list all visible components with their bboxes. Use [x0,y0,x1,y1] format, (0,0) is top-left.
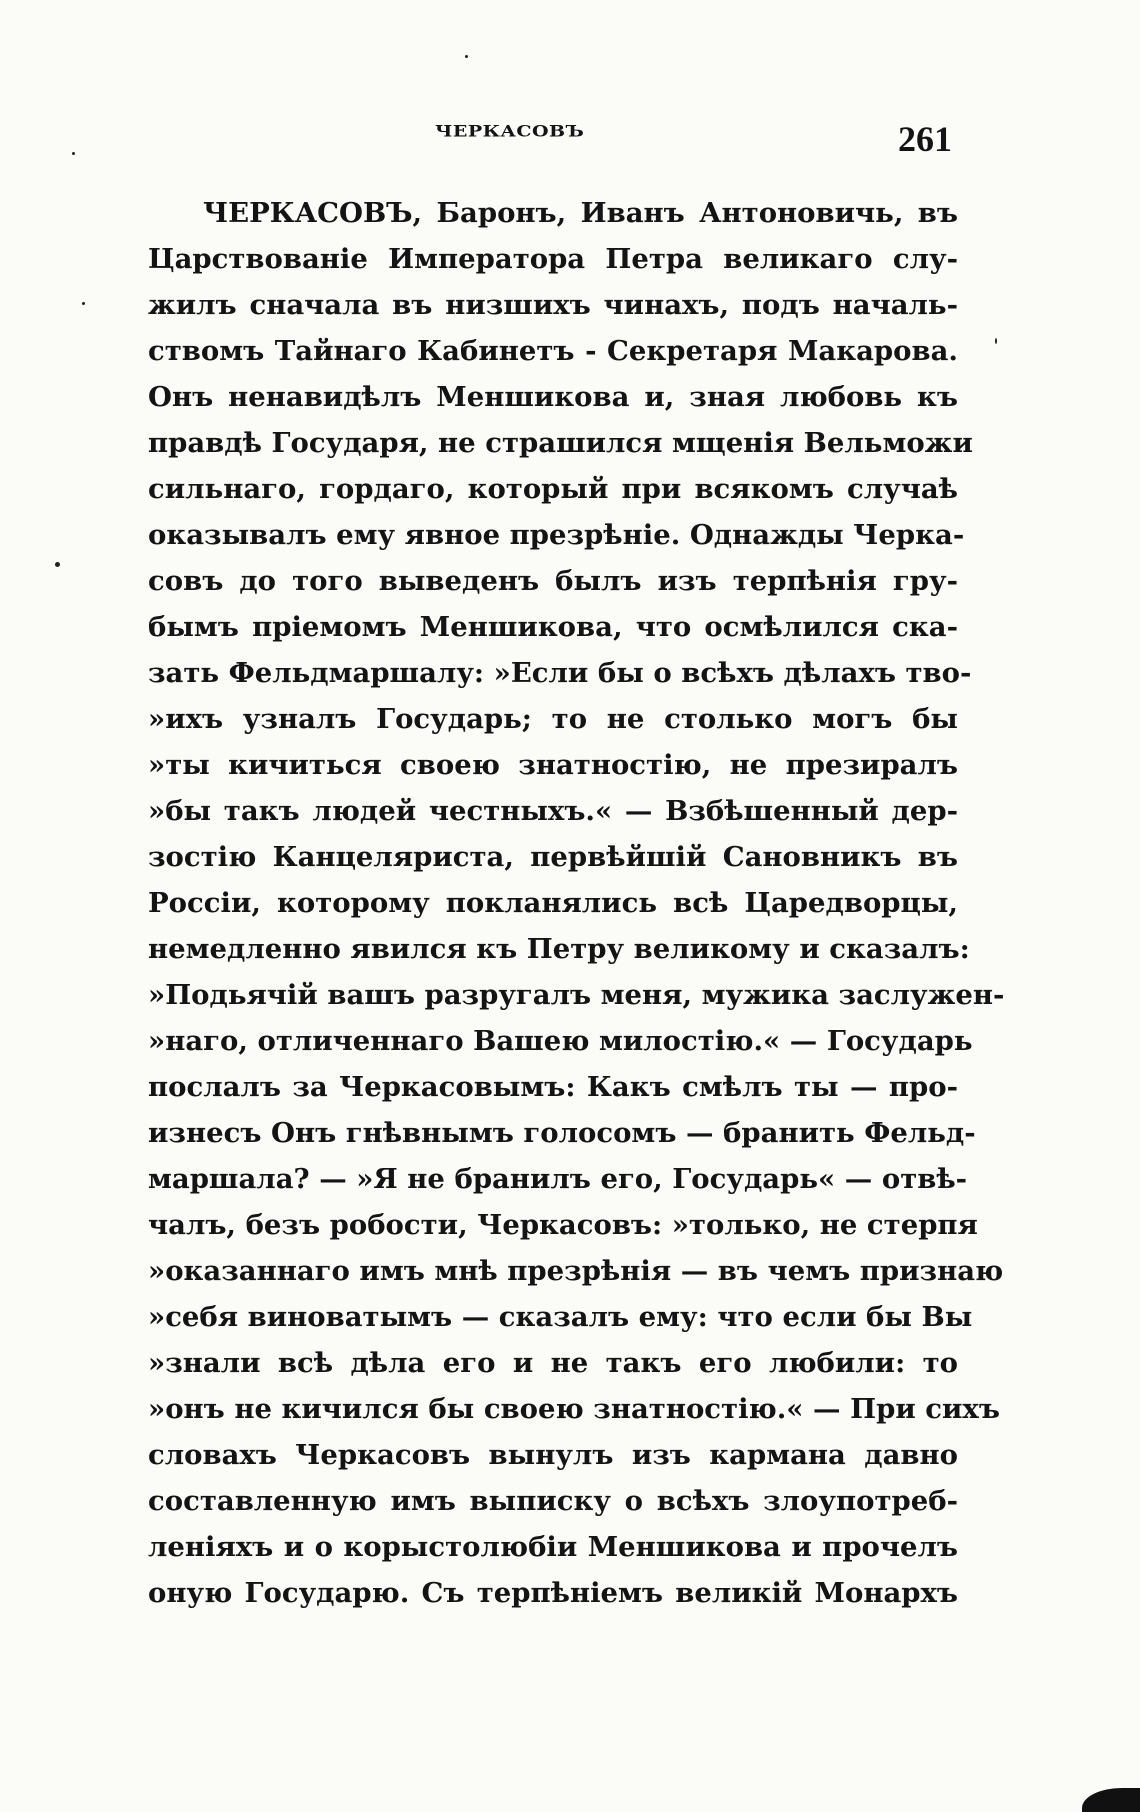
text-line: сильнаго, гордаго, который при всякомъ случаѣ [148,473,958,505]
text-line: Россіи, которому покланялись всѣ Царедворцы, [148,887,958,919]
page-number: 261 [898,119,952,159]
scan-speck [55,562,60,567]
scan-speck [465,55,468,58]
scan-speck [82,302,85,305]
text-line: послалъ за Черкасовымъ: Какъ смѣлъ ты — про- [148,1071,958,1103]
text-line: »оказаннаго имъ мнѣ презрѣнія — въ чемъ признаю [148,1255,1004,1287]
text-line: словахъ Черкасовъ вынулъ изъ кармана давно [148,1439,958,1471]
text-line: »ихъ узналъ Государь; то не столько могъ бы [148,703,958,735]
text-line: »онъ не кичился бы своею знатностію.« — При сихъ [148,1393,1000,1425]
text-line: чалъ, безъ робости, Черкасовъ: »только, не стерпя [148,1209,978,1241]
scan-speck [72,152,75,155]
text-line: составленную имъ выписку о всѣхъ злоупотреб- [148,1485,958,1517]
text-line: »себя виноватымъ — сказалъ ему: что если бы Вы [148,1301,973,1333]
text-line: ствомъ Тайнаго Кабинетъ - Секретаря Макарова. [148,335,958,367]
text-line: Онъ ненавидѣлъ Меншикова и, зная любовь къ [148,381,958,413]
text-line: немедленно явился къ Петру великому и сказалъ: [148,933,970,965]
text-line: зать Фельдмаршалу: »Если бы о всѣхъ дѣлахъ тво- [148,657,972,689]
text-line: »Подьячій вашъ разругалъ меня, мужика заслужен- [148,979,1005,1011]
text-line: Царствованіе Императора Петра великаго слу- [148,243,958,275]
text-line: леніяхъ и о корыстолюбіи Меншикова и прочелъ [148,1531,958,1563]
text-body [148,190,1005,1616]
text-line: »наго, отличеннаго Вашею милостію.« — Государь [148,1025,973,1057]
text-line: зостію Канцеляриста, первѣйшій Сановникъ въ [148,841,958,873]
text-line: правдѣ Государя, не страшился мщенія Вельможи [148,427,973,459]
running-title: ЧЕРКАСОВЪ [435,122,585,141]
text-line: оказывалъ ему явное презрѣніе. Однажды Черка- [148,519,965,551]
text-line: »ты кичиться своею знатностію, не презиралъ [148,749,958,781]
text-line: маршала? — »Я не бранилъ его, Государь« — отвѣ- [148,1163,968,1195]
text-line: совъ до того выведенъ былъ изъ терпѣнія гру- [148,565,958,597]
text-line: изнесъ Онъ гнѣвнымъ голосомъ — бранить Фельд- [148,1117,976,1149]
text-line: »знали всѣ дѣла его и не такъ его любили: то [148,1347,958,1379]
scan-speck [995,338,997,344]
text-line: оную Государю. Съ терпѣніемъ великій Монархъ [148,1577,958,1609]
text-line: бымъ пріемомъ Меншикова, что осмѣлился ска- [148,611,958,643]
scan-corner-mark [1082,1788,1140,1812]
text-line: »бы такъ людей честныхъ.« — Взбѣшенный дер- [148,795,958,827]
text-line: ЧЕРКАСОВЪ, Баронъ, Иванъ Антоновичь, въ [203,197,958,229]
text-line: жилъ сначала въ низшихъ чинахъ, подъ началь- [148,289,958,321]
